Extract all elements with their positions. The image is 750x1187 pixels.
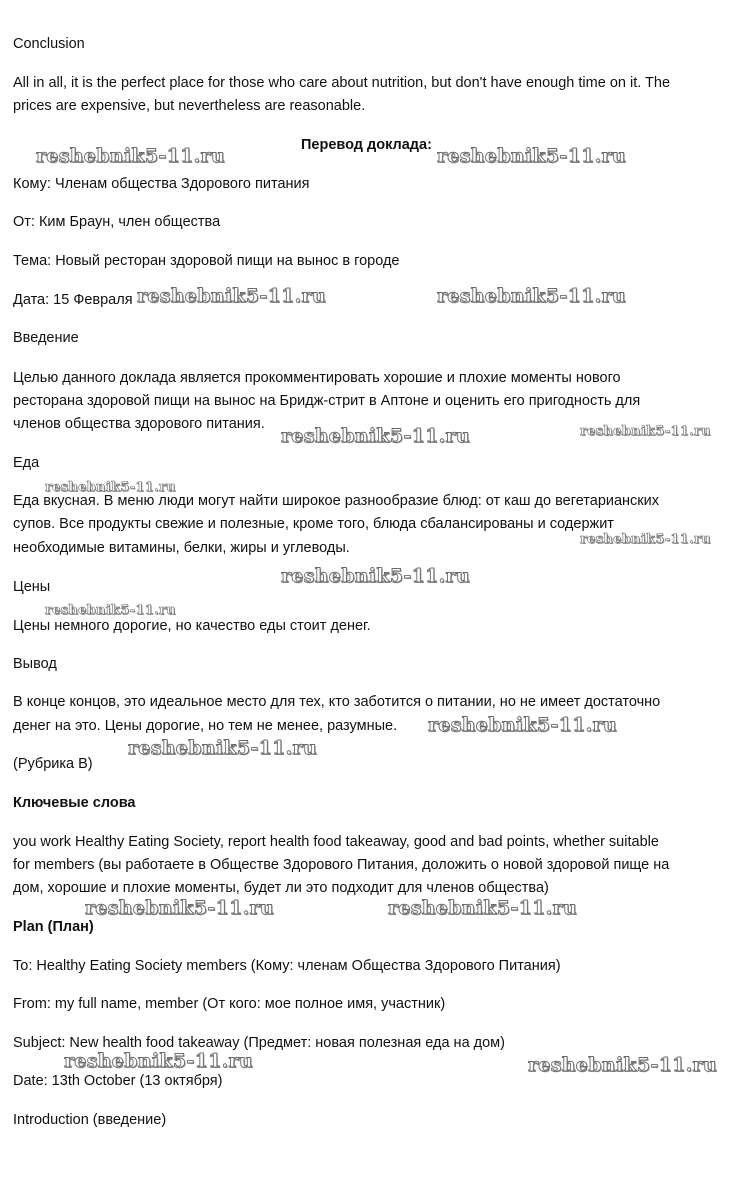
watermark: reshebnik5-11.ru: [64, 1050, 253, 1072]
verdict-heading: Вывод: [13, 656, 57, 672]
conclusion-text-line-2: prices are expensive, but nevertheless are reasonable.: [13, 98, 366, 114]
watermark: reshebnik5-11.ru: [45, 480, 176, 495]
to-line: Кому: Членам общества Здорового питания: [13, 176, 310, 192]
keywords-text-line-3: дом, хорошие и плохие моменты, будет ли это подходит для членов общества): [13, 880, 549, 896]
food-heading: Еда: [13, 455, 40, 471]
verdict-text-line-2: денег на это. Цены дорогие, но тем не менее, разумные.: [13, 718, 398, 734]
watermark: reshebnik5-11.ru: [45, 603, 176, 618]
plan-date-line: Date: 13th October (13 октября): [13, 1073, 223, 1089]
subject-line: Тема: Новый ресторан здоровой пищи на вынос в городе: [13, 253, 400, 269]
plan-heading: Plan (План): [13, 919, 94, 935]
keywords-text-line-2: for members (вы работаете в Обществе Здорового Питания, доложить о новой здоровой пище на: [13, 857, 670, 873]
watermark: reshebnik5-11.ru: [428, 714, 617, 736]
watermark: reshebnik5-11.ru: [85, 897, 274, 919]
food-text-line-1: Еда вкусная. В меню люди могут найти широкое разнообразие блюд: от каш до вегетарианских: [13, 493, 659, 509]
prices-heading: Цены: [13, 579, 51, 595]
rubric-label: (Рубрика В): [13, 756, 93, 772]
watermark: reshebnik5-11.ru: [528, 1054, 717, 1076]
watermark: reshebnik5-11.ru: [580, 424, 711, 439]
plan-from-line: From: my full name, member (От кого: мое полное имя, участник): [13, 996, 446, 1012]
watermark: reshebnik5-11.ru: [137, 285, 326, 307]
verdict-text-line-1: В конце концов, это идеальное место для тех, кто заботится о питании, но не имеет достаточно: [13, 694, 661, 710]
plan-to-line: To: Healthy Eating Society members (Кому: членам Общества Здорового Питания): [13, 958, 561, 974]
keywords-text-line-1: you work Healthy Eating Society, report health food takeaway, good and bad points, whether suitable: [13, 834, 659, 850]
watermark: reshebnik5-11.ru: [580, 532, 711, 547]
translation-title: Перевод доклада:: [301, 137, 432, 153]
intro-text-line-3: членов общества здорового питания.: [13, 416, 265, 432]
food-text-line-3: необходимые витамины, белки, жиры и углеводы.: [13, 540, 350, 556]
food-text-line-2: супов. Все продукты свежие и полезные, кроме того, блюда сбалансированы и содержит: [13, 516, 614, 532]
intro-text-line-1: Целью данного доклада является прокомментировать хорошие и плохие моменты нового: [13, 370, 621, 386]
watermark: reshebnik5-11.ru: [437, 145, 626, 167]
watermark: reshebnik5-11.ru: [388, 897, 577, 919]
keywords-heading: Ключевые слова: [13, 795, 136, 811]
intro-heading: Введение: [13, 330, 79, 346]
watermark: reshebnik5-11.ru: [437, 285, 626, 307]
prices-text: Цены немного дорогие, но качество еды стоит денег.: [13, 618, 371, 634]
watermark: reshebnik5-11.ru: [128, 737, 317, 759]
intro-text-line-2: ресторана здоровой пищи на вынос на Бридж-стрит в Аптоне и оценить его пригодность для: [13, 393, 641, 409]
plan-intro-line: Introduction (введение): [13, 1112, 167, 1128]
plan-subject-line: Subject: New health food takeaway (Предмет: новая полезная еда на дом): [13, 1035, 505, 1051]
watermark: reshebnik5-11.ru: [281, 425, 470, 447]
watermark: reshebnik5-11.ru: [36, 145, 225, 167]
watermark: reshebnik5-11.ru: [281, 565, 470, 587]
conclusion-heading: Conclusion: [13, 36, 85, 52]
conclusion-text-line-1: All in all, it is the perfect place for those who care about nutrition, but don't have enough time on it. The: [13, 75, 671, 91]
from-line: От: Ким Браун, член общества: [13, 214, 221, 230]
date-line: Дата: 15 Февраля: [13, 292, 133, 308]
